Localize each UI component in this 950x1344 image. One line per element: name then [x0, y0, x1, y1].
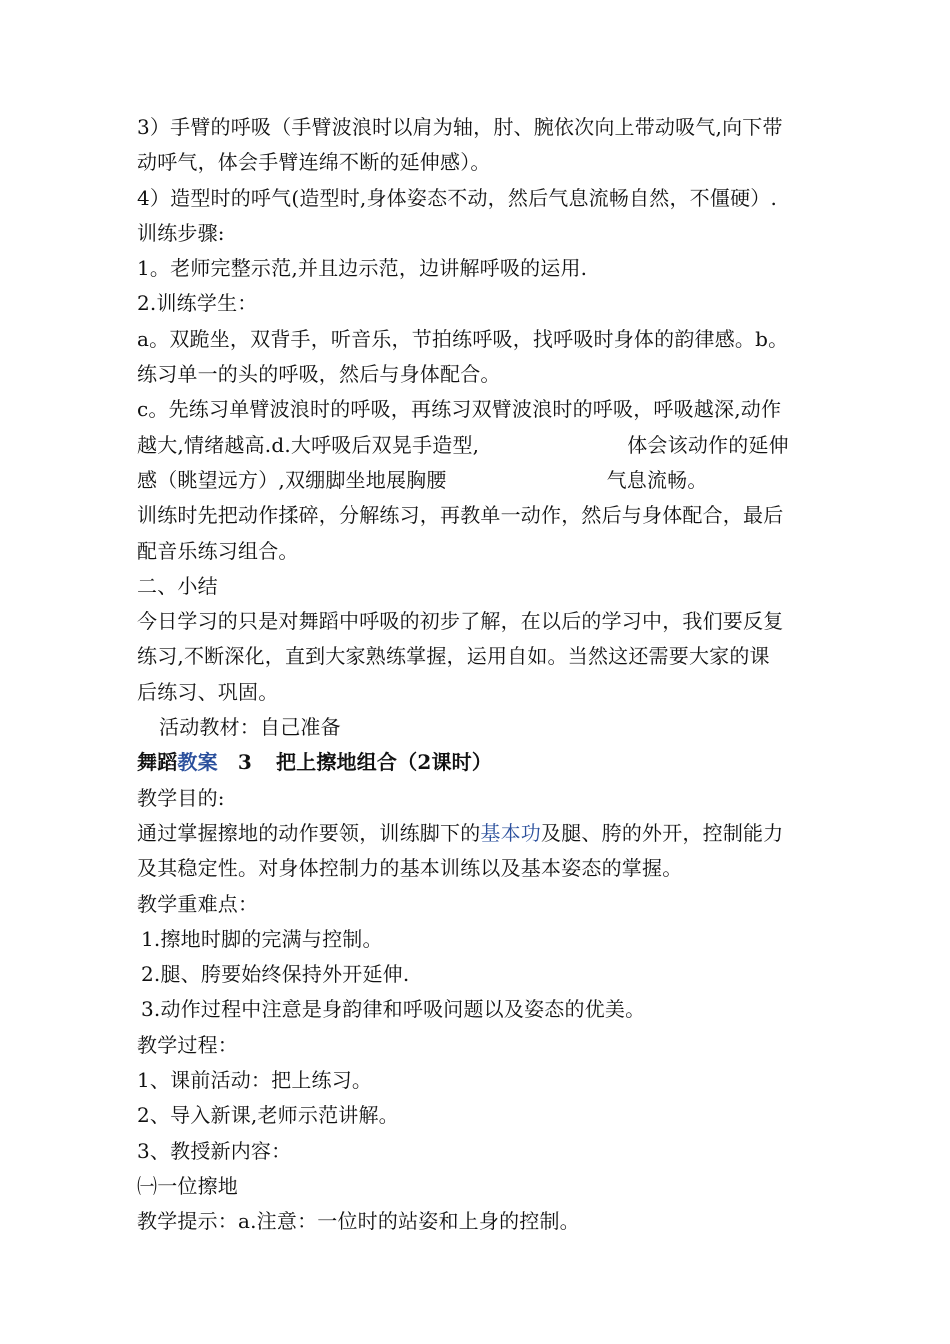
list-item: 3.动作过程中注意是身韵律和呼吸问题以及姿态的优美。	[141, 997, 646, 1022]
text-line: a。双跪坐，双背手，听音乐，节拍练呼吸，找呼吸时身体的韵律感。b。	[137, 326, 789, 351]
text-line: 教学提示：a.注意：一位时的站姿和上身的控制。	[137, 1209, 580, 1234]
text-line: 教学重难点：	[137, 891, 259, 916]
text-line: 训练时先把动作揉碎，分解练习，再教单一动作，然后与身体配合，最后	[137, 503, 784, 528]
list-item: 1.擦地时脚的完满与控制。	[141, 926, 383, 951]
text-line	[137, 463, 862, 498]
list-item: 1、课前活动：把上练习。	[137, 1068, 373, 1093]
text-line: 今日学习的只是对舞蹈中呼吸的初步了解，在以后的学习中，我们要反复	[137, 609, 784, 634]
text-line: c。先练习单臂波浪时的呼吸，再练习双臂波浪时的呼吸，呼吸越深,动作	[137, 397, 782, 422]
list-item: 2、导入新课,老师示范讲解。	[137, 1103, 399, 1128]
text-line: 练习单一的头的呼吸，然后与身体配合。	[137, 362, 501, 387]
lesson-title	[137, 745, 862, 780]
text-line: 动呼气，体会手臂连绵不断的延伸感）。	[137, 150, 491, 175]
document-page	[137, 110, 862, 1240]
text-line: 训练步骤:	[137, 220, 225, 245]
text-line: 教学过程：	[137, 1032, 238, 1057]
text-segment: 体会该动作的延伸	[627, 432, 789, 457]
text-line: 2.训练学生：	[137, 291, 258, 316]
text-line: 教学目的:	[137, 785, 225, 810]
lesson-title-prefix: 舞蹈	[137, 750, 178, 775]
section-heading: 二、小结	[137, 573, 218, 598]
text-line: 活动教材：自己准备	[159, 715, 341, 740]
list-item: 3、教授新内容：	[137, 1138, 292, 1163]
text-segment: 及腿、胯的外开，控制能力	[541, 820, 784, 845]
text-line: 练习,不断深化，直到大家熟练掌握，运用自如。当然这还需要大家的课	[137, 644, 770, 669]
list-item: 2.腿、胯要始终保持外开延伸.	[141, 962, 410, 987]
text-segment: 通过掌握擦地的动作要领，训练脚下的	[137, 820, 481, 845]
lesson-number: 3	[237, 750, 252, 775]
text-segment: 越大,情绪越高.d.大呼吸后双晃手造型,	[137, 432, 480, 457]
text-line: 1。老师完整示范,并且边示范，边讲解呼吸的运用.	[137, 256, 588, 281]
text-line	[137, 428, 862, 463]
text-segment: 感（眺望远方）,双绷脚坐地展胸腰	[137, 467, 447, 492]
text-line: 配音乐练习组合。	[137, 538, 299, 563]
text-line: 及其稳定性。对身体控制力的基本训练以及基本姿态的掌握。	[137, 856, 683, 881]
subsection-heading: ㈠一位擦地	[137, 1173, 238, 1198]
lesson-plan-link[interactable]: 教案	[177, 750, 218, 775]
basic-skills-link[interactable]: 基本功	[480, 820, 542, 845]
text-line: 3）手臂的呼吸（手臂波浪时以肩为轴，肘、腕依次向上带动吸气,向下带	[137, 115, 783, 139]
text-line: 4）造型时的呼气(造型时,身体姿态不动，然后气息流畅自然，不僵硬）.	[137, 185, 778, 210]
text-line: 后练习、巩固。	[137, 679, 279, 704]
lesson-title-text: 把上擦地组合（2课时）	[275, 750, 493, 775]
text-line	[137, 816, 862, 851]
text-segment: 气息流畅。	[606, 467, 708, 492]
